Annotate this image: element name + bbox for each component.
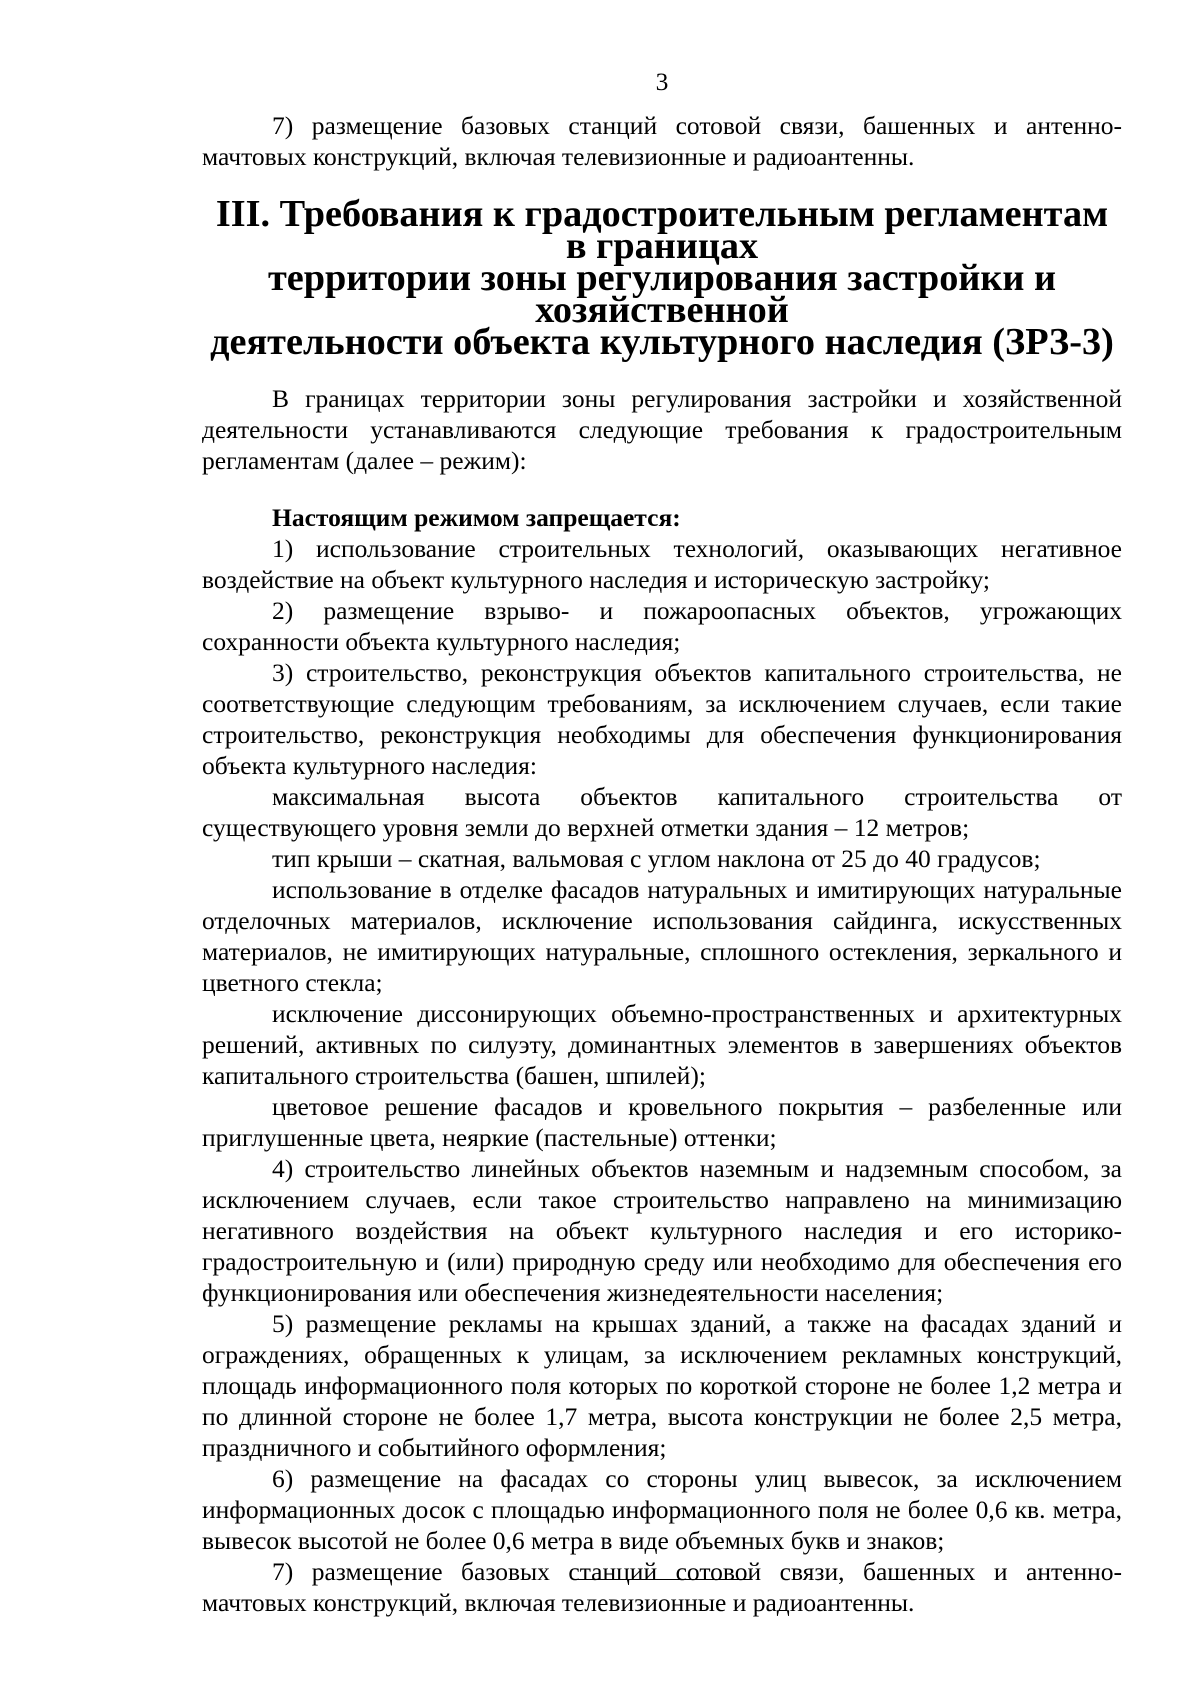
- document-page: [202, 66, 1122, 1618]
- item-3-facade-materials: использование в отделке фасадов натуральных и имитирующих натуральные отделочных материалов, исключение использования сайдинга, искусственных материалов, не имитирующих натуральные, сплошного остекления, зеркального и цветного стекла;: [202, 875, 1122, 997]
- end-rule: [576, 1579, 750, 1580]
- intro-paragraph: В границах территории зоны регулирования застройки и хозяйственной деятельности устанавливаются следующие требования к градостроительным регламентам (далее – режим):: [202, 384, 1122, 475]
- item-4: 4) строительство линейных объектов наземным и надземным способом, за исключением случаев, если такое строительство направлено на минимизацию негативного воздействия на объект культурного наследия и его историко-градостроительную и (или) природную среду или необходимо для обеспечения его функционирования или обеспечения жизнедеятельности населения;: [202, 1154, 1122, 1307]
- item-2: 2) размещение взрыво- и пожароопасных объектов, угрожающих сохранности объекта культурного наследия;: [202, 596, 1122, 656]
- item-3-color-scheme: цветовое решение фасадов и кровельного покрытия – разбеленные или приглушенные цвета, неяркие (пастельные) оттенки;: [202, 1092, 1122, 1152]
- top-item-7: 7) размещение базовых станций сотовой связи, башенных и антенно-мачтовых конструкций, включая телевизионные и радиоантенны.: [202, 111, 1122, 171]
- section-heading-line-3: деятельности объекта культурного наследия (ЗРЗ-3): [210, 321, 1114, 363]
- item-7: 7) размещение базовых станций сотовой связи, башенных и антенно-мачтовых конструкций, включая телевизионные и радиоантенны.: [202, 1557, 1122, 1617]
- item-3: 3) строительство, реконструкция объектов капитального строительства, не соответствующие следующим требованиям, за исключением случаев, если такие строительство, реконструкция необходимы для обеспечения функционирования объекта культурного наследия:: [202, 658, 1122, 780]
- section-heading-line-2: территории зоны регулирования застройки и хозяйственной: [267, 257, 1057, 331]
- item-3-roof-type: тип крыши – скатная, вальмовая с углом наклона от 25 до 40 градусов;: [272, 844, 1041, 873]
- section-heading: [202, 193, 1122, 363]
- page-number: 3: [655, 67, 669, 96]
- item-5: 5) размещение рекламы на крышах зданий, а также на фасадах зданий и ограждениях, обращенных к улицам, за исключением рекламных конструкций, площадь информационного поля которых по короткой стороне не более 1,2 метра и по длинной стороне не более 1,7 метра, высота конструкции не более 2,5 метра, праздничного и событийного оформления;: [202, 1309, 1122, 1462]
- item-3-dissonant-solutions: исключение диссонирующих объемно-пространственных и архитектурных решений, активных по силуэту, доминантных элементов в завершениях объектов капитального строительства (башен, шпилей);: [202, 999, 1122, 1090]
- section-heading-line-1: III. Требования к градостроительным регламентам в границах: [215, 193, 1109, 267]
- item-3-max-height: максимальная высота объектов капитального строительства от существующего уровня земли до верхней отметки здания – 12 метров;: [202, 782, 1122, 842]
- item-1: 1) использование строительных технологий, оказывающих негативное воздействие на объект культурного наследия и историческую застройку;: [202, 534, 1122, 594]
- item-6: 6) размещение на фасадах со стороны улиц вывесок, за исключением информационных досок с площадью информационного поля не более 0,6 кв. метра, вывесок высотой не более 0,6 метра в виде объемных букв и знаков;: [202, 1464, 1122, 1555]
- prohibited-heading: Настоящим режимом запрещается:: [272, 503, 681, 532]
